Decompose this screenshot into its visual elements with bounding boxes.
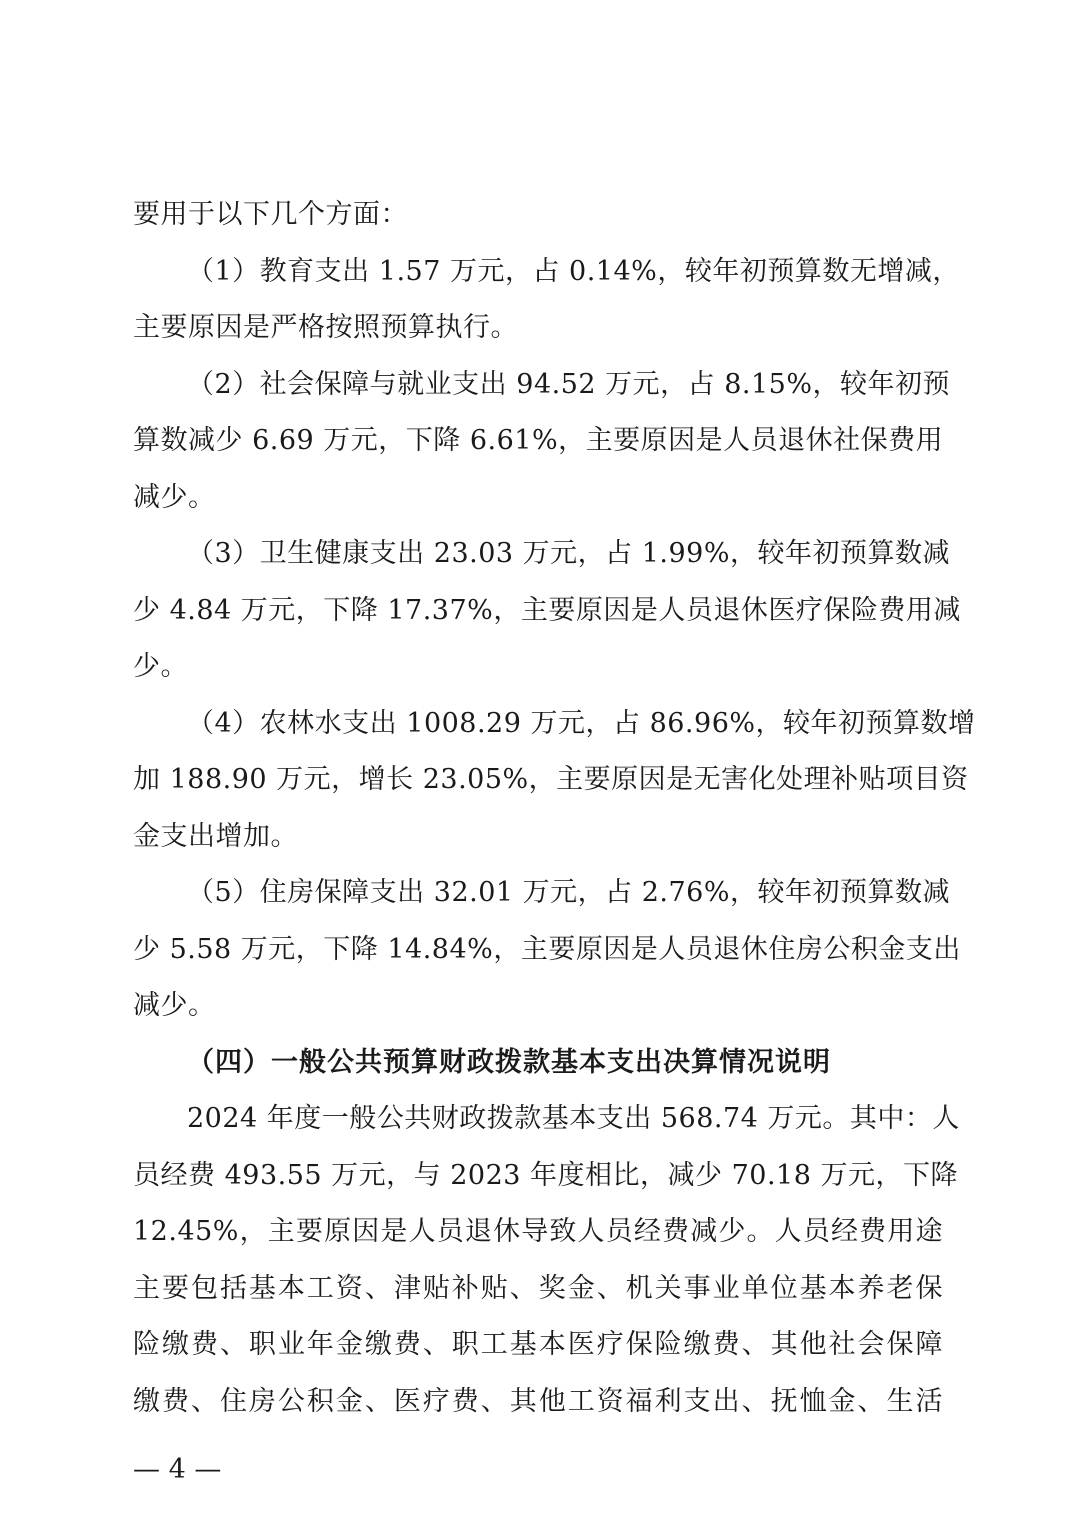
paragraph-line: 要用于以下几个方面： [133,199,408,230]
paragraph-line: 少 5.58 万元，下降 14.84%，主要原因是人员退休住房公积金支出 [133,933,961,965]
paragraph-line: 2024 年度一般公共财政拨款基本支出 568.74 万元。其中：人 [187,1103,960,1134]
paragraph-line: 缴费、住房公积金、医疗费、其他工资福利支出、抚恤金、生活 [133,1385,943,1417]
paragraph-line: 少 4.84 万元，下降 17.37%，主要原因是人员退休医疗保险费用减 [133,594,961,626]
paragraph-line: （4）农林水支出 1008.29 万元，占 86.96%，较年初预算数增 [187,707,976,739]
paragraph-line: （3）卫生健康支出 23.03 万元，占 1.99%，较年初预算数减 [187,538,950,569]
paragraph-line: 主要包括基本工资、津贴补贴、奖金、机关事业单位基本养老保 [133,1272,943,1304]
paragraph-line: 减少。 [133,481,216,513]
paragraph-line: 加 188.90 万元，增长 23.05%，主要原因是无害化处理补贴项目资 [133,764,969,795]
section-heading: （四）一般公共预算财政拨款基本支出决算情况说明 [187,1046,831,1078]
page-number: — 4 — [133,1454,222,1485]
paragraph-line: 算数减少 6.69 万元，下降 6.61%，主要原因是人员退休社保费用 [133,425,944,456]
paragraph-line: 少。 [133,651,188,682]
paragraph-line: （5）住房保障支出 32.01 万元，占 2.76%，较年初预算数减 [187,877,950,908]
paragraph-line: 主要原因是严格按照预算执行。 [133,312,518,343]
paragraph-line: 险缴费、职业年金缴费、职工基本医疗保险缴费、其他社会保障 [133,1329,943,1360]
paragraph-line: 12.45%，主要原因是人员退休导致人员经费减少。人员经费用途 [133,1216,943,1247]
paragraph-line: （2）社会保障与就业支出 94.52 万元，占 8.15%，较年初预 [187,368,950,400]
paragraph-line: 减少。 [133,990,216,1021]
document-body [133,187,976,1430]
paragraph-line: （1）教育支出 1.57 万元，占 0.14%，较年初预算数无增减， [187,255,960,287]
paragraph-line: 金支出增加。 [133,820,298,852]
paragraph-line: 员经费 493.55 万元，与 2023 年度相比，减少 70.18 万元，下降 [133,1159,958,1191]
